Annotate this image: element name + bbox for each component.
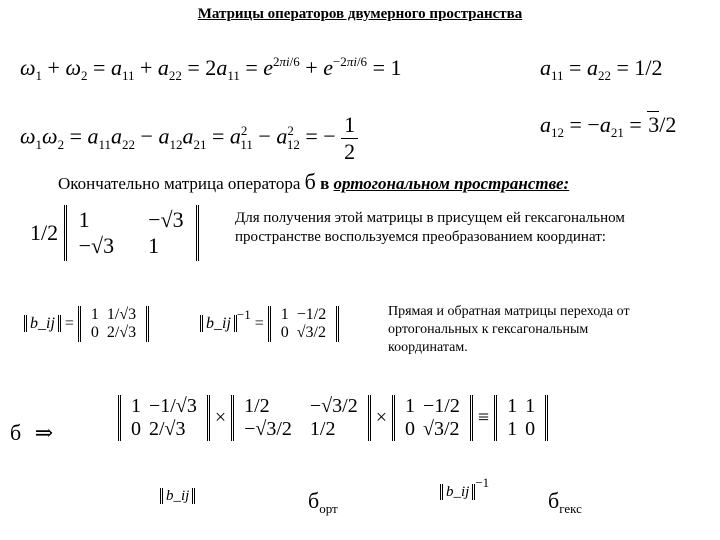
main-matrix (30, 205, 199, 261)
label-b-ort-sub: орт (319, 501, 338, 516)
product-m3-cell: −1/2 (423, 395, 460, 417)
equation-sum: $\omega_1 + \omega_2 = a_{11} + a_{22} = 2a_{11} = e^{2\pi i/6} + e^{-2\pi i/6} = 1$ (20, 54, 402, 83)
page-title: Матрицы операторов двумерного пространства (197, 6, 523, 22)
product-m1-cell: 1 (131, 395, 141, 417)
product-lhs (10, 420, 53, 446)
main-matrix-scalar: 1/2 (30, 220, 59, 245)
b-inverse-matrix-label: b_ij (200, 315, 237, 332)
result-cell: 1 (525, 395, 536, 417)
lead-text: Окончательно матрица оператора (58, 174, 301, 193)
product-lhs-symbol: б (10, 420, 22, 445)
b-matrix-cell: 2/√3 (106, 324, 137, 341)
main-matrix-cell: −√3 (78, 233, 115, 258)
main-matrix-cell: −√3 (148, 207, 184, 232)
product-m1-cell: 0 (131, 418, 141, 440)
b-matrix-cell: 0 (90, 324, 99, 341)
equation-a12: $a_{12} = -a_{21} = 3/2$ (540, 112, 677, 140)
times-sign: × (214, 406, 227, 429)
implies-arrow: ⇒ (34, 420, 54, 445)
label-b (160, 488, 195, 505)
product-m2-cell: 1/2 (244, 395, 270, 417)
product-m1-cell: 2/√3 (149, 418, 186, 440)
product-expression (118, 395, 548, 441)
product-m3-cell: 0 (405, 418, 415, 440)
result-cell: 1 (507, 395, 518, 417)
label-b-hex (548, 488, 582, 514)
label-b-inverse-sup: −1 (475, 475, 490, 490)
product-m1-cell: −1/√3 (149, 395, 197, 417)
result-cell: 1 (507, 418, 518, 440)
product-m2-cell: −√3/2 (244, 418, 292, 440)
label-b-hex-sub: гекс (559, 501, 582, 516)
equation-a11: $a_{11} = a_{22} = 1/2$ (540, 55, 663, 83)
b-inverse-sup: −1 (236, 306, 251, 322)
product-m3-cell: 1 (405, 395, 415, 417)
label-b-ort-symbol: б (308, 488, 320, 513)
label-b-inverse-text: b_ij (440, 484, 475, 500)
label-b-text: b_ij (160, 488, 195, 504)
result-cell: 0 (525, 418, 536, 440)
product-m2-cell: 1/2 (309, 418, 336, 440)
b-matrix: b_ij = 1 1/√3 0 2/√3 (24, 306, 149, 342)
lead-in: в (320, 174, 330, 193)
label-b-ort (308, 488, 338, 514)
b-inverse-cell: 0 (280, 324, 289, 341)
b-inverse-cell: −1/2 (296, 306, 327, 323)
lead-emph: ортогональном пространстве: (333, 174, 570, 193)
equation-product: $\omega_1\omega_2 = a_{11}a_{22} - a_{12}a_{21} = a^2_{11} - a^2_{12}$ = − $\frac{1}{2}$ (20, 112, 358, 165)
paragraph-transform: Для получения этой матрицы в присущем ей гексагональном пространстве воспользуемся преобразованием координат: (235, 210, 625, 245)
label-b-hex-symbol: б (548, 488, 560, 513)
label-b-inverse (440, 475, 490, 501)
b-inverse-matrix: $b\_ij^{-1}$ = 1 −1/2 0 √3/2 (200, 306, 339, 342)
main-matrix-cell: 1 (148, 233, 160, 258)
main-matrix-cell: 1 (78, 207, 90, 232)
b-matrix-cell: 1 (90, 306, 99, 323)
b-matrix-label: b_ij (24, 315, 61, 332)
lead-symbol: б (304, 169, 316, 194)
product-m3-cell: √3/2 (423, 418, 460, 440)
lead-sentence (58, 169, 569, 195)
b-inverse-cell: 1 (280, 306, 289, 323)
b-matrix-cell: 1/√3 (106, 306, 137, 323)
times-sign: × (375, 406, 387, 429)
paragraph-transition: Прямая и обратная матрицы перехода от ортогональных к гексагональным координатам. (388, 304, 630, 355)
product-m2-cell: −√3/2 (309, 395, 358, 417)
equiv-sign: ≡ (477, 406, 490, 429)
b-inverse-cell: √3/2 (296, 324, 326, 341)
